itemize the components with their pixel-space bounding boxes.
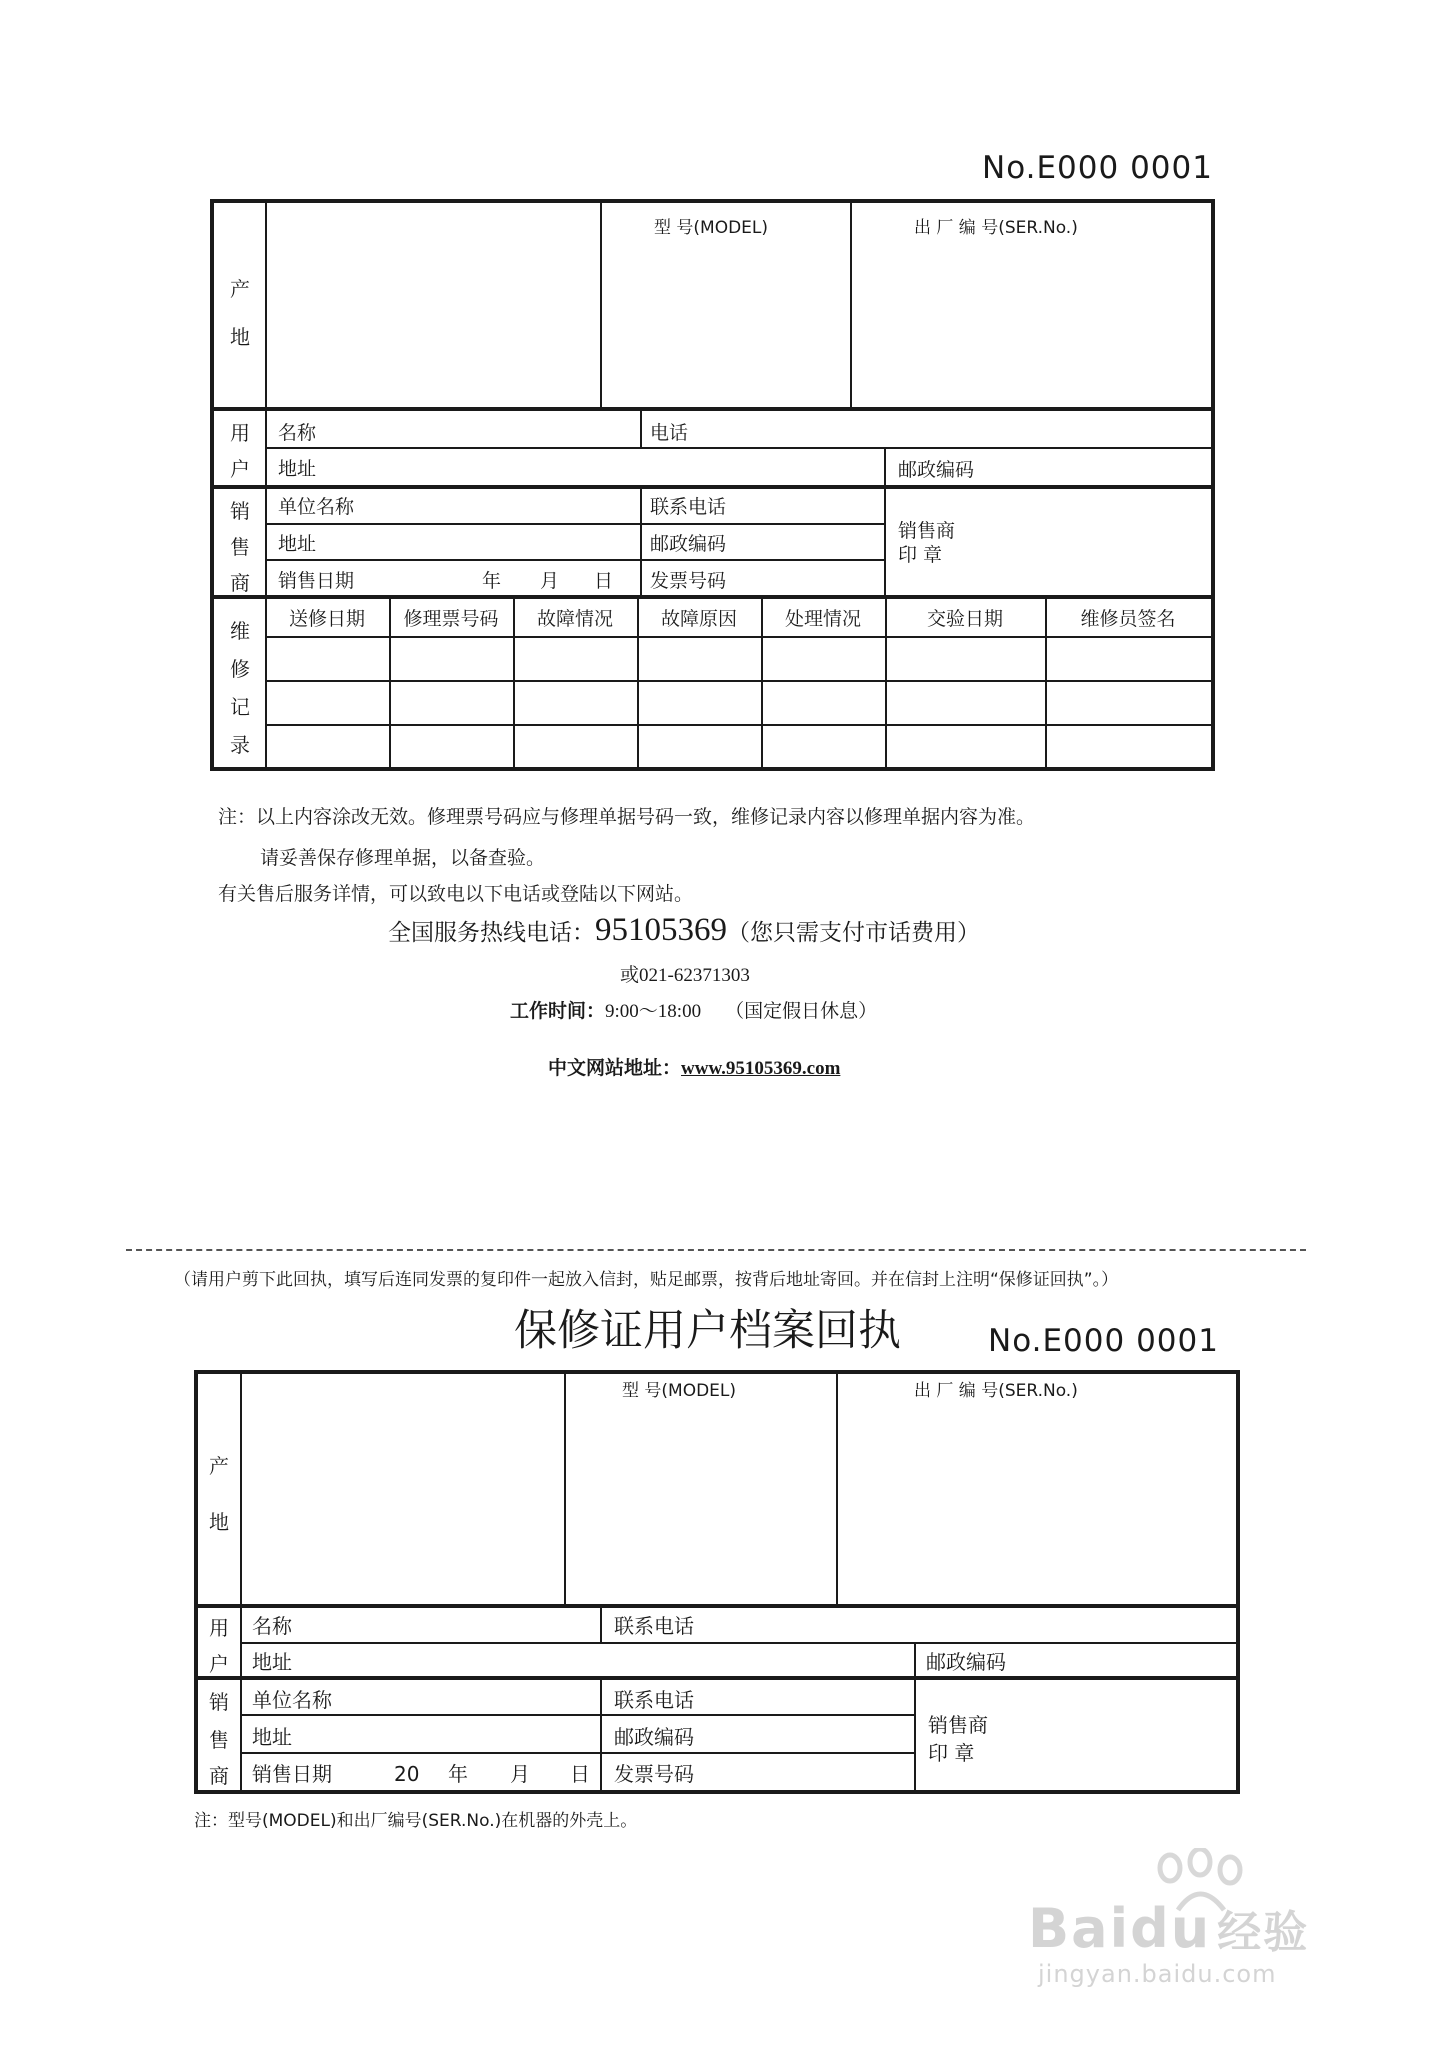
receipt-model-label: 型 号(MODEL) [622, 1381, 737, 1401]
sale-year-label: 年 [482, 570, 502, 592]
receipt-sale-day-label: 日 [570, 1762, 590, 1786]
repair-col-ticket-no: 修理票号码 [403, 608, 499, 630]
dealer-label-char-3: 商 [230, 571, 250, 595]
receipt-dealer-address-label: 地址 [252, 1725, 292, 1749]
alt-phone-row [620, 960, 750, 987]
repair-col-handling: 处理情况 [784, 608, 861, 630]
sale-month-label: 月 [540, 570, 560, 592]
receipt-dealer-char-1: 销 [209, 1690, 229, 1714]
note-line-1: 注：以上内容涂改无效。修理票号码应与修理单据号码一致，维修记录内容以修理单据内容为准。 [218, 806, 1036, 828]
receipt-title: 保修证用户档案回执 [514, 1306, 901, 1356]
hours-value: 9:00～18:00 [605, 1001, 702, 1022]
dealer-stamp-line2: 印 章 [898, 544, 943, 566]
receipt-user-postcode-label: 邮政编码 [926, 1650, 1006, 1674]
repair-col-fault: 故障情况 [536, 608, 613, 630]
sale-day-label: 日 [594, 570, 614, 592]
receipt-stamp-line2: 印 章 [928, 1741, 975, 1765]
dealer-postcode-label: 邮政编码 [650, 533, 727, 555]
receipt-user-phone-label: 联系电话 [614, 1614, 694, 1638]
repair-label-char-2: 修 [230, 657, 250, 681]
hours-label: 工作时间： [510, 1000, 606, 1022]
hotline-number: 95105369 [595, 912, 727, 948]
dealer-invoice-label: 发票号码 [650, 570, 727, 592]
hotline-row [388, 912, 980, 949]
baidu-watermark [1028, 1848, 1358, 1988]
website-row [548, 1053, 840, 1080]
alt-phone-prefix: 或 [620, 964, 640, 986]
dealer-label-char-2: 售 [230, 535, 250, 559]
hotline-label: 全国服务热线电话： [388, 920, 595, 946]
receipt-dealer-char-3: 商 [209, 1764, 229, 1788]
watermark-logo: Bai [1028, 1897, 1131, 1960]
warranty-card-form [210, 199, 1215, 771]
dealer-stamp-line1: 销售商 [898, 520, 956, 542]
receipt-origin-char-2: 地 [209, 1510, 229, 1534]
repair-label-char-1: 维 [230, 619, 250, 643]
website-label: 中文网站地址： [548, 1057, 682, 1079]
note-line-3: 有关售后服务详情，可以致电以下电话或登陆以下网站。 [218, 883, 694, 905]
model-label: 型 号(MODEL) [654, 218, 769, 238]
watermark-site: jingyan.baidu.com [1038, 1960, 1277, 1988]
receipt-user-char-1: 用 [209, 1616, 229, 1640]
dealer-contact-phone-label: 联系电话 [650, 496, 727, 518]
watermark-brand: 经验 [1217, 1907, 1310, 1958]
dealer-sale-date-label: 销售日期 [278, 570, 355, 592]
user-phone-label: 电话 [650, 422, 689, 444]
receipt-serial-no-label: 出 厂 编 号(SER.No.) [914, 1381, 1078, 1401]
user-label-char-2: 户 [230, 457, 250, 481]
receipt-user-name-label: 名称 [252, 1614, 292, 1638]
user-postcode-label: 邮政编码 [898, 459, 975, 481]
alt-phone-number: 021-62371303 [639, 965, 750, 986]
hours-row [510, 996, 877, 1023]
repair-col-inspect-date: 交验日期 [926, 608, 1003, 630]
dealer-unit-name-label: 单位名称 [278, 496, 355, 518]
hours-note: （国定假日休息） [725, 1000, 878, 1022]
receipt-footnote: 注：型号(MODEL)和出厂编号(SER.No.)在机器的外壳上。 [194, 1811, 638, 1831]
top-serial-number: No.E000 0001 [982, 150, 1213, 186]
receipt-user-char-2: 户 [209, 1652, 229, 1676]
watermark-logo-2: du [1130, 1897, 1212, 1960]
receipt-dealer-postcode-label: 邮政编码 [614, 1725, 694, 1749]
user-label-char-1: 用 [230, 421, 250, 445]
user-address-label: 地址 [278, 458, 317, 480]
receipt-dealer-unit-name-label: 单位名称 [252, 1688, 332, 1712]
receipt-sale-date-label: 销售日期 [252, 1762, 332, 1786]
repair-col-send-date: 送修日期 [288, 608, 365, 630]
dealer-label-char-1: 销 [230, 499, 250, 523]
receipt-dealer-invoice-label: 发票号码 [614, 1762, 694, 1786]
receipt-dealer-char-2: 售 [209, 1728, 229, 1752]
receipt-user-address-label: 地址 [252, 1650, 292, 1674]
receipt-sale-month-label: 月 [510, 1762, 530, 1786]
receipt-sale-year-label: 年 [448, 1762, 468, 1786]
bottom-serial-number: No.E000 0001 [988, 1323, 1219, 1359]
repair-col-signature: 维修员签名 [1080, 608, 1176, 630]
receipt-origin-char-1: 产 [209, 1454, 229, 1478]
receipt-card-form [194, 1370, 1240, 1794]
cut-instruction: （请用户剪下此回执，填写后连同发票的复印件一起放入信封，贴足邮票，按背后地址寄回。并在信封上注明“保修证回执”。） [174, 1270, 1119, 1290]
receipt-stamp-line1: 销售商 [928, 1713, 988, 1737]
website-link[interactable]: www.95105369.com [681, 1058, 841, 1079]
origin-label-char-2: 地 [230, 325, 250, 349]
repair-label-char-3: 记 [230, 695, 250, 719]
dealer-address-label: 地址 [278, 533, 317, 555]
repair-label-char-4: 录 [230, 733, 250, 757]
note-line-2: 请妥善保存修理单据，以备查验。 [260, 847, 546, 869]
serial-no-label: 出 厂 编 号(SER.No.) [914, 218, 1078, 238]
repair-col-cause: 故障原因 [660, 608, 737, 630]
hotline-note: （您只需支付市话费用） [727, 920, 980, 946]
receipt-sale-century: 20 [394, 1762, 420, 1786]
receipt-dealer-contact-phone-label: 联系电话 [614, 1688, 694, 1712]
user-name-label: 名称 [278, 422, 317, 444]
cut-line [126, 1249, 1306, 1251]
origin-label-char-1: 产 [230, 277, 250, 301]
